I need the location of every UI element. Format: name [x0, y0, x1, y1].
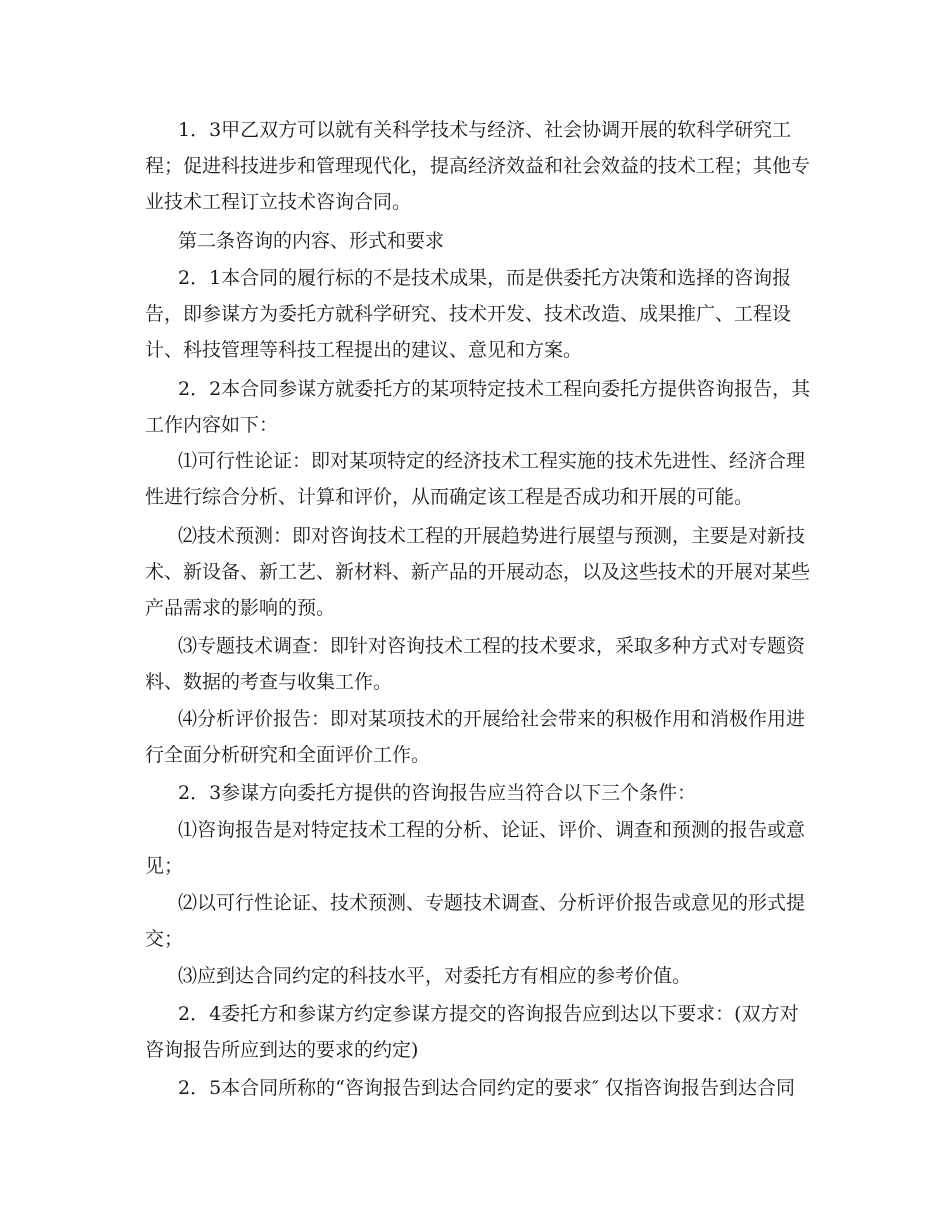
text-line: 性进行综合分析、计算和评价，从而确定该工程是否成功和开展的可能。	[145, 486, 754, 508]
text-line: ⑶应到达合同约定的科技水平，对委托方有相应的参考价值。	[178, 965, 692, 987]
text-line: 2．2本合同参谋方就委托方的某项特定技术工程向委托方提供咨询报告，其	[178, 378, 811, 400]
section-heading: 第二条咨询的内容、形式和要求	[178, 230, 445, 252]
text-line: ⑵技术预测：即对咨询技术工程的开展趋势进行展望与预测，主要是对新技	[178, 525, 806, 547]
text-line: 1．3甲乙双方可以就有关科学技术与经济、社会协调开展的软科学研究工	[178, 119, 792, 141]
text-line: ⑵以可行性论证、技术预测、专题技术调查、分析评价报告或意见的形式提	[178, 892, 806, 914]
text-line: 咨询报告所应到达的要求的约定)	[145, 1039, 419, 1061]
text-line: 料、数据的考查与收集工作。	[145, 671, 393, 693]
text-line: 产品需求的影响的预。	[145, 597, 336, 619]
text-line: 工作内容如下：	[145, 414, 279, 436]
text-line: 见；	[145, 855, 184, 877]
text-line: 2．1本合同的履行标的不是技术成果，而是供委托方决策和选择的咨询报	[178, 267, 792, 289]
text-line: 业技术工程订立技术咨询合同。	[145, 191, 412, 213]
text-line: 程；促进科技进步和管理现代化，提高经济效益和社会效益的技术工程；其他专	[145, 155, 811, 177]
text-line: 行全面分析研究和全面评价工作。	[145, 744, 431, 766]
text-line: 2．3参谋方向委托方提供的咨询报告应当符合以下三个条件：	[178, 782, 697, 804]
text-line: 告，即参谋方为委托方就科学研究、技术开发、技术改造、成果推广、工程设	[145, 303, 792, 325]
text-line: ⑴咨询报告是对特定技术工程的分析、论证、评价、调查和预测的报告或意	[178, 819, 806, 841]
text-line: 交；	[145, 928, 184, 950]
text-line: ⑴可行性论证：即对某项特定的经济技术工程实施的技术先进性、经济合理	[178, 450, 806, 472]
text-line: ⑶专题技术调查：即针对咨询技术工程的技术要求，采取多种方式对专题资	[178, 635, 806, 657]
text-line: ⑷分析评价报告：即对某项技术的开展给社会带来的积极作用和消极作用进	[178, 708, 806, 730]
text-line: 2．5本合同所称的“咨询报告到达合同约定的要求″ 仅指咨询报告到达合同	[178, 1077, 796, 1099]
text-line: 术、新设备、新工艺、新材料、新产品的开展动态，以及这些技术的开展对某些	[145, 561, 811, 583]
text-line: 2．4委托方和参谋方约定参谋方提交的咨询报告应到达以下要求：(双方对	[178, 1003, 799, 1025]
text-line: 计、科技管理等科技工程提出的建议、意见和方案。	[145, 339, 583, 361]
